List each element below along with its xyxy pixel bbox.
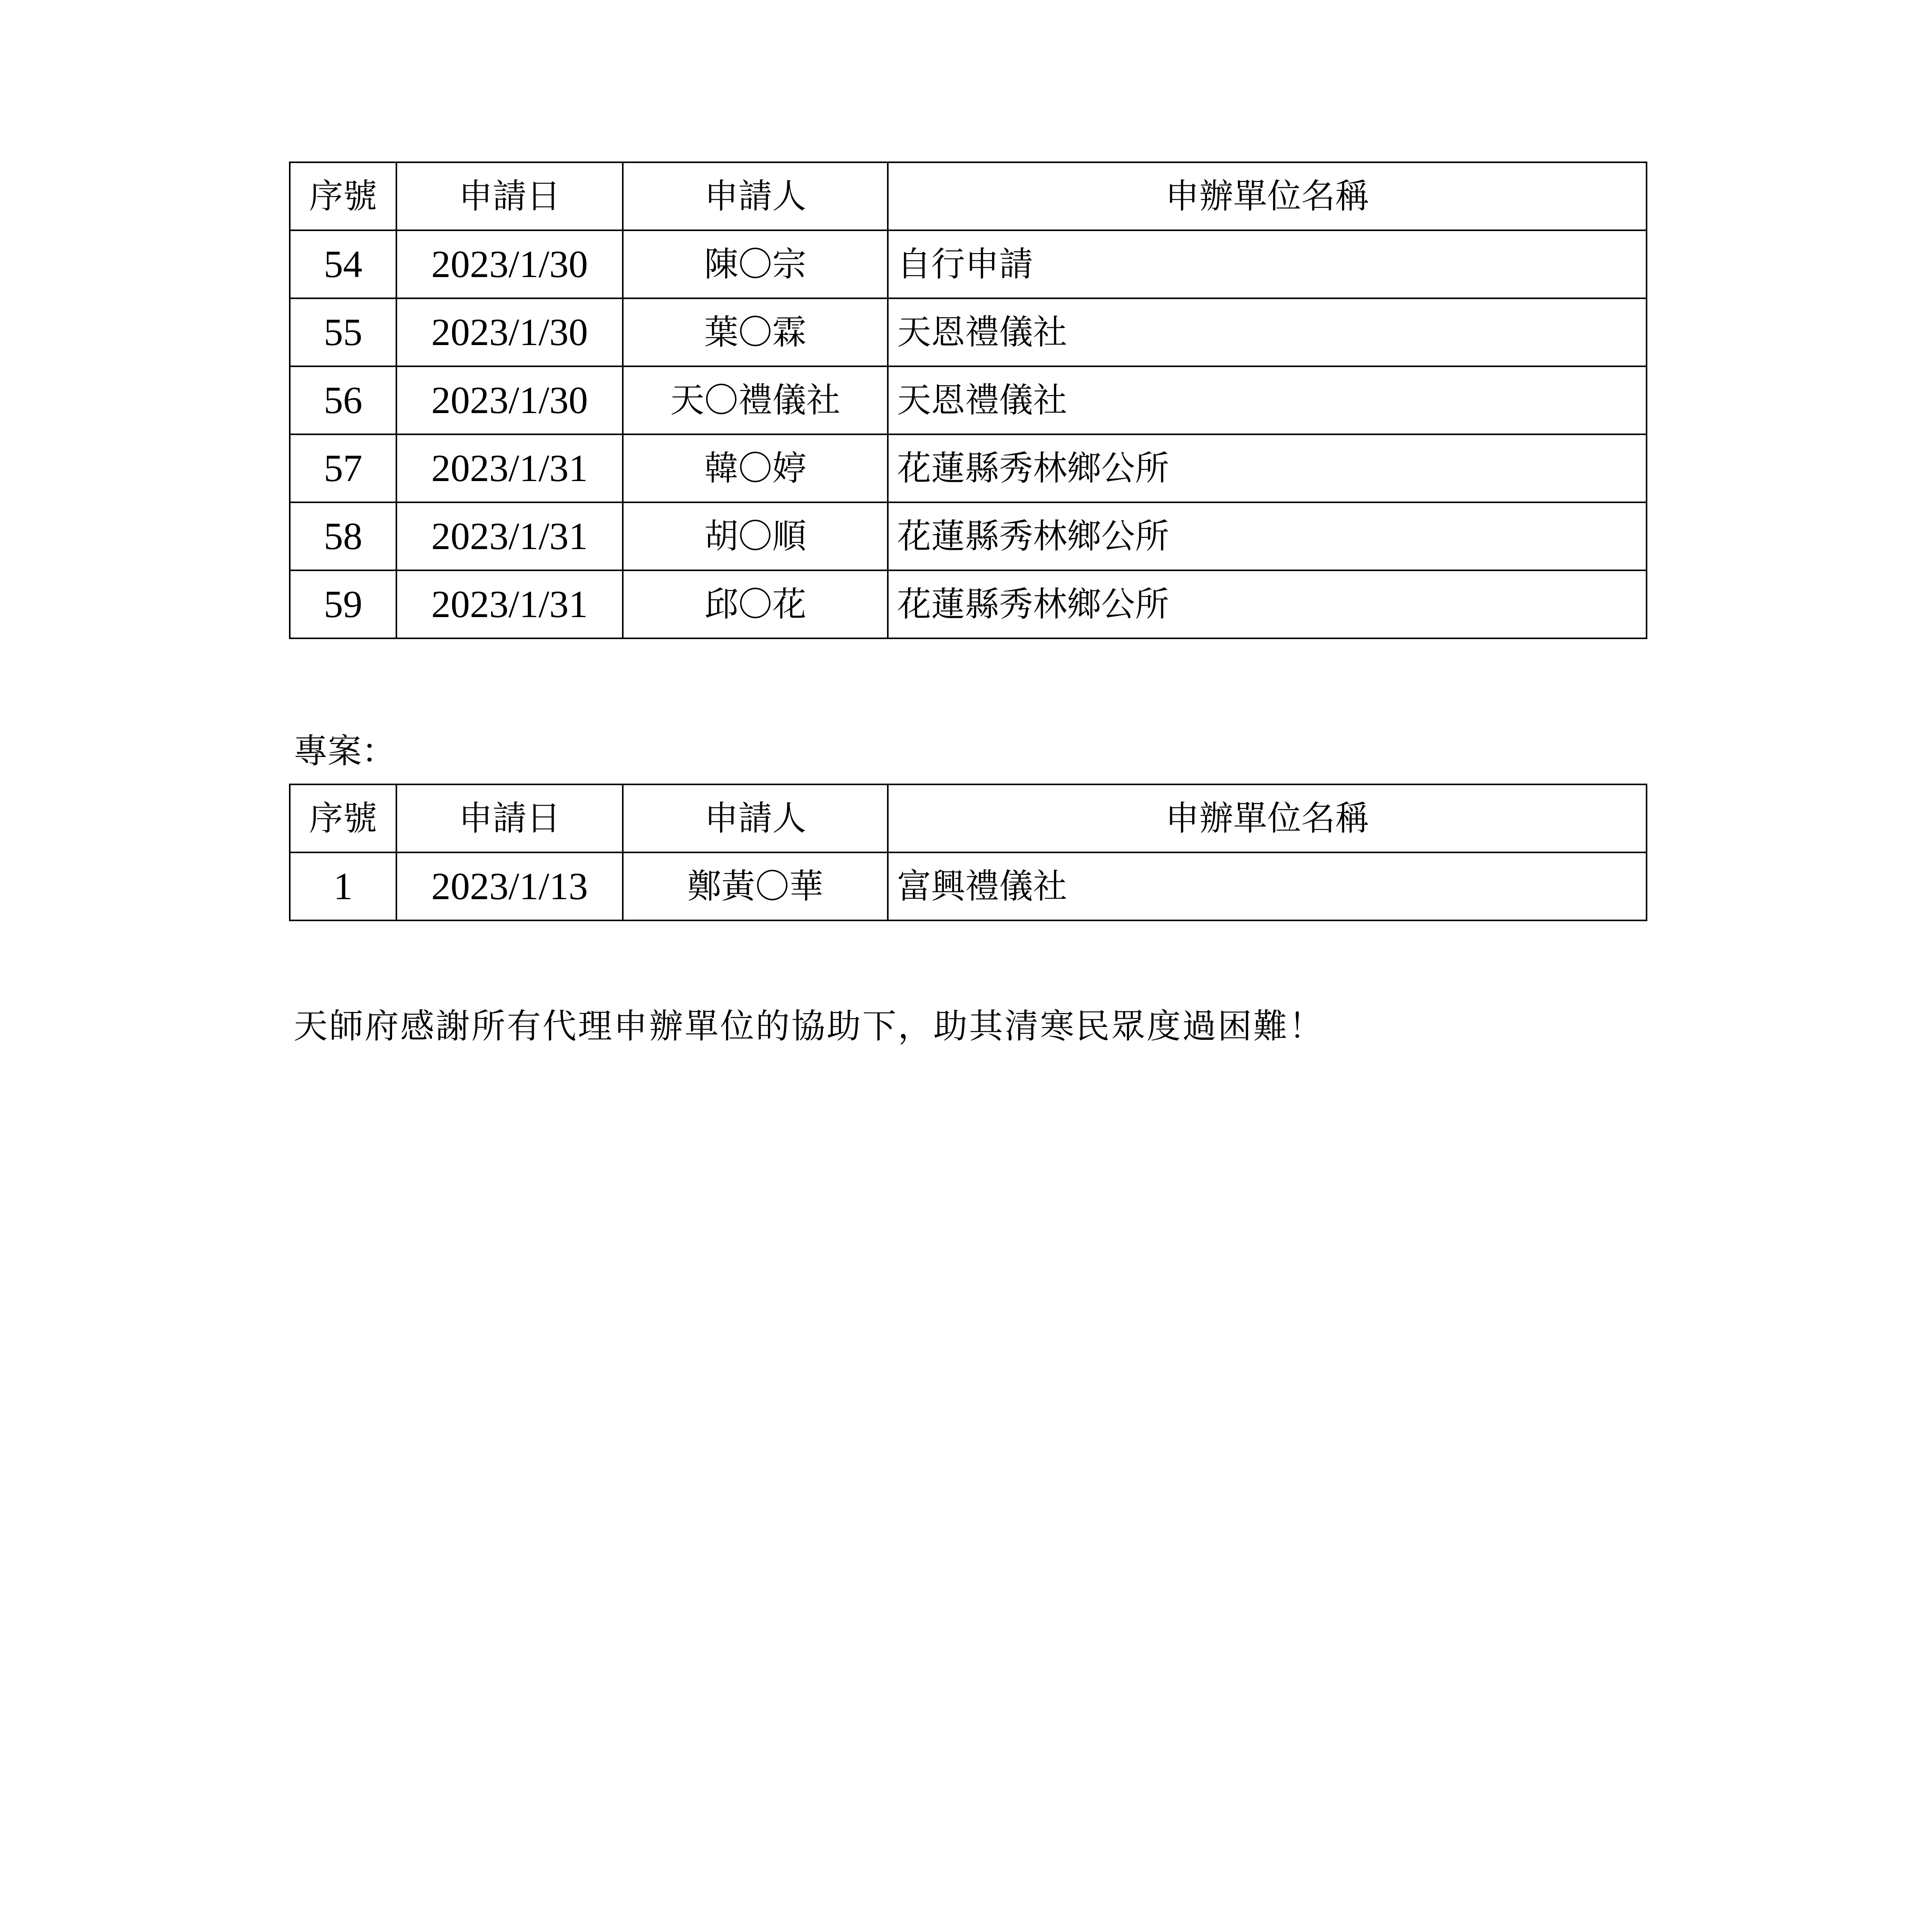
cell-date: 2023/1/30 xyxy=(396,230,623,298)
table-header-row xyxy=(290,162,1647,230)
cell-date: 2023/1/31 xyxy=(396,502,623,570)
cell-serial: 59 xyxy=(290,570,396,638)
cell-applicant: 鄭黃〇華 xyxy=(623,852,888,920)
cell-date: 2023/1/13 xyxy=(396,852,623,920)
cell-serial: 55 xyxy=(290,298,396,366)
cell-applicant: 邱〇花 xyxy=(623,570,888,638)
cell-date: 2023/1/31 xyxy=(396,570,623,638)
table-row xyxy=(290,434,1647,502)
table-row xyxy=(290,852,1647,920)
header-date: 申請日 xyxy=(396,784,623,852)
header-applicant: 申請人 xyxy=(623,784,888,852)
header-serial: 序號 xyxy=(290,784,396,852)
table-header-row xyxy=(290,784,1647,852)
header-date: 申請日 xyxy=(396,162,623,230)
cell-date: 2023/1/31 xyxy=(396,434,623,502)
closing-statement: 天師府感謝所有代理申辦單位的協助下，助其清寒民眾度過困難！ xyxy=(294,1006,1325,1046)
cell-date: 2023/1/30 xyxy=(396,366,623,434)
cell-applicant: 天〇禮儀社 xyxy=(623,366,888,434)
cell-serial: 56 xyxy=(290,366,396,434)
header-unit: 申辦單位名稱 xyxy=(888,784,1647,852)
table-row xyxy=(290,570,1647,638)
table-row xyxy=(290,366,1647,434)
cell-applicant: 葉〇霖 xyxy=(623,298,888,366)
cell-serial: 58 xyxy=(290,502,396,570)
cell-unit: 花蓮縣秀林鄉公所 xyxy=(888,570,1647,638)
header-unit: 申辦單位名稱 xyxy=(888,162,1647,230)
table-row xyxy=(290,230,1647,298)
cell-unit: 自行申請 xyxy=(888,230,1647,298)
cell-unit: 富興禮儀社 xyxy=(888,852,1647,920)
applications-table xyxy=(289,162,1647,639)
cell-unit: 花蓮縣秀林鄉公所 xyxy=(888,502,1647,570)
project-section-label: 專案： xyxy=(294,731,396,771)
cell-date: 2023/1/30 xyxy=(396,298,623,366)
cell-applicant: 韓〇婷 xyxy=(623,434,888,502)
cell-serial: 54 xyxy=(290,230,396,298)
cell-unit: 花蓮縣秀林鄉公所 xyxy=(888,434,1647,502)
cell-applicant: 陳〇宗 xyxy=(623,230,888,298)
cell-serial: 57 xyxy=(290,434,396,502)
cell-unit: 天恩禮儀社 xyxy=(888,366,1647,434)
header-serial: 序號 xyxy=(290,162,396,230)
project-table xyxy=(289,784,1647,921)
header-applicant: 申請人 xyxy=(623,162,888,230)
cell-applicant: 胡〇順 xyxy=(623,502,888,570)
table-row xyxy=(290,502,1647,570)
cell-unit: 天恩禮儀社 xyxy=(888,298,1647,366)
table-row xyxy=(290,298,1647,366)
cell-serial: 1 xyxy=(290,852,396,920)
